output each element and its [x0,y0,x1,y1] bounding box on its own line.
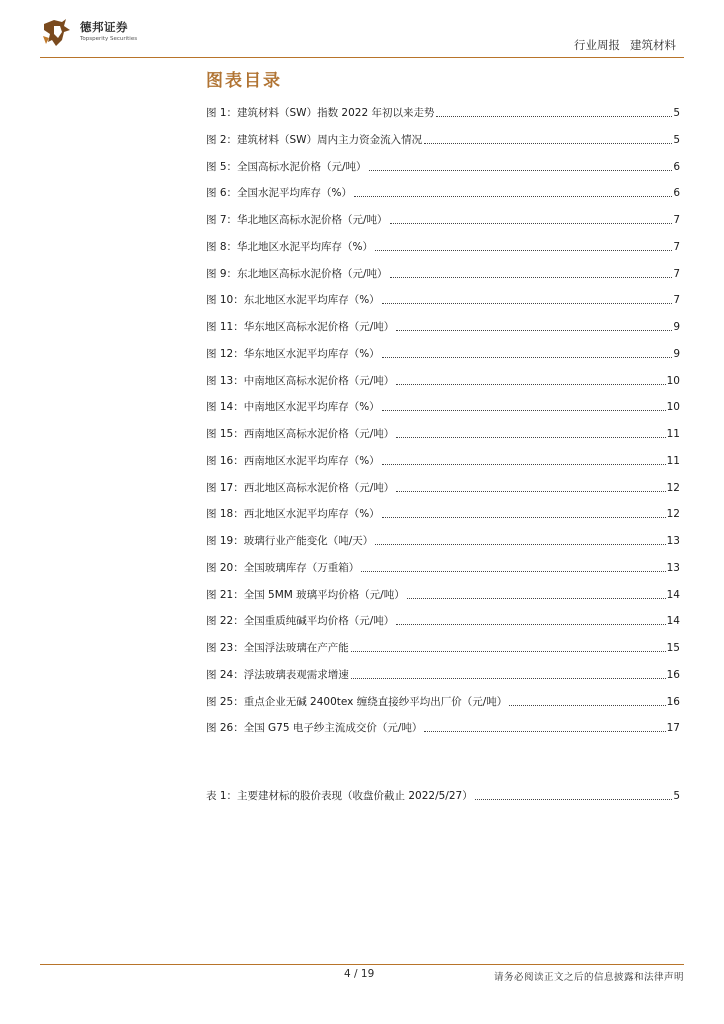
toc-entry[interactable] [206,693,680,709]
toc-entry[interactable] [206,265,680,281]
toc-entry-page: 11 [666,454,680,467]
toc-entry[interactable] [206,291,680,307]
toc-dot-leader [382,303,673,304]
toc-entry-label: 图 8：华北地区水泥平均库存（%） [206,240,373,253]
toc-dot-leader [382,357,673,358]
toc-entry-label: 图 12：华东地区水泥平均库存（%） [206,347,380,360]
toc-entry-label: 图 22：全国重质纯碱平均价格（元/吨） [206,615,395,628]
toc-entry-label: 图 2：建筑材料（SW）周内主力资金流入情况 [206,133,423,146]
toc-entry-label: 图 6：全国水泥平均库存（%） [206,187,352,200]
toc-entry-page: 16 [666,695,680,708]
toc-entry[interactable] [206,452,680,468]
toc-entry[interactable] [206,345,680,361]
toc-entry[interactable] [206,559,680,575]
toc-dot-leader [390,223,673,224]
page-header [0,0,724,60]
toc-entry-label: 图 26：全国 G75 电子纱主流成交价（元/吨） [206,722,423,735]
toc-entry-label: 图 11：华东地区高标水泥价格（元/吨） [206,321,395,333]
toc-entry[interactable] [206,505,680,521]
toc-entry-label: 图 25：重点企业无碱 2400tex 缠绕直接纱平均出厂价（元/吨） [206,695,508,708]
toc-title: 图表目录 [206,71,282,91]
toc-entry[interactable] [206,532,680,548]
toc-entry-page: 5 [673,790,680,802]
toc-entry[interactable] [206,184,680,200]
toc-entry-page: 12 [666,508,680,521]
toc-entry-label: 图 20：全国玻璃库存（万重箱） [206,561,360,574]
toc-entry-page: 6 [673,187,680,200]
legal-disclaimer: 请务必阅读正文之后的信息披露和法律声明 [493,972,684,983]
toc-entry-label: 图 15：西南地区高标水泥价格（元/吨） [206,428,395,440]
toc-entry-label: 图 21：全国 5MM 玻璃平均价格（元/吨） [206,588,405,601]
toc-dot-leader [509,705,665,706]
company-name-en: Topsperity Securities [80,36,138,42]
toc-dot-leader [475,799,673,800]
toc-entry-page: 7 [673,294,680,307]
toc-dot-leader [382,464,666,465]
toc-entry-page: 5 [673,107,680,119]
toc-entry-label: 图 19：玻璃行业产能变化（吨/天） [206,535,374,547]
company-name-cn: 德邦证券 [80,20,128,34]
toc-entry-label: 图 24：浮法玻璃表观需求增速 [206,668,349,681]
toc-entry[interactable] [206,238,680,254]
toc-entry-label: 表 1：主要建材标的股价表现（收盘价截止 2022/5/27） [206,790,473,802]
industry-name: 建筑材料 [630,38,676,52]
toc-entry[interactable] [206,398,680,414]
toc-entry-page: 9 [673,321,680,333]
toc-entry-page: 13 [666,535,680,547]
toc-entry[interactable] [206,158,680,174]
toc-entry[interactable] [206,425,680,441]
page-number: 4 / 19 [344,968,375,980]
logo-icon [40,16,74,50]
toc-entry[interactable] [206,586,680,602]
toc-entry-label: 图 13：中南地区高标水泥价格（元/吨） [206,374,395,387]
toc-entry-label: 图 18：西北地区水泥平均库存（%） [206,508,380,521]
footer-divider [40,964,684,965]
toc-dot-leader [375,544,665,545]
toc-dot-leader [396,624,665,625]
toc-entry[interactable] [206,719,680,735]
report-type: 行业周报 [574,38,620,52]
toc-entry-label: 图 9：东北地区高标水泥价格（元/吨） [206,267,388,280]
toc-entry-page: 14 [666,588,680,601]
toc-entry-label: 图 5：全国高标水泥价格（元/吨） [206,160,367,173]
toc-entry-page: 11 [666,428,680,440]
toc-entry-page: 12 [666,481,680,494]
toc-entry-page: 17 [666,722,680,735]
toc-entry-page: 5 [673,133,680,146]
header-divider [40,57,684,58]
toc-dot-leader [396,491,665,492]
toc-entry-label: 图 10：东北地区水泥平均库存（%） [206,294,380,307]
toc-dot-leader [396,330,672,331]
toc-entry[interactable] [206,666,680,682]
toc-dot-leader [424,731,665,732]
toc-dot-leader [351,651,666,652]
toc-entry-page: 16 [666,668,680,681]
toc-dot-leader [382,517,666,518]
toc-entry-page: 9 [673,347,680,360]
toc-entry-page: 7 [673,214,680,226]
toc-entry-page: 10 [666,401,680,414]
company-logo [40,16,140,50]
toc-dot-leader [396,437,665,438]
toc-entry-page: 7 [673,267,680,280]
toc-entry-page: 14 [666,615,680,628]
toc-dot-leader [354,196,672,197]
toc-dot-leader [390,277,673,278]
toc-entry-label: 图 7：华北地区高标水泥价格（元/吨） [206,214,388,226]
toc-entry-page: 10 [666,374,680,387]
toc-dot-leader [369,170,673,171]
toc-entry-label: 图 1：建筑材料（SW）指数 2022 年初以来走势 [206,107,435,119]
toc-entry[interactable] [206,131,680,147]
toc-entry[interactable] [206,787,680,803]
toc-dot-leader [396,384,665,385]
toc-dot-leader [361,571,665,572]
toc-entry[interactable] [206,372,680,388]
toc-entry[interactable] [206,612,680,628]
toc-dot-leader [351,678,666,679]
toc-entry[interactable] [206,639,680,655]
toc-entry-page: 6 [673,160,680,173]
toc-entry-label: 图 14：中南地区水泥平均库存（%） [206,401,380,414]
toc-entry[interactable] [206,479,680,495]
report-category [574,37,676,53]
toc-entry[interactable] [206,318,680,334]
toc-entry[interactable] [206,104,680,120]
toc-dot-leader [382,410,666,411]
toc-entry-label: 图 16：西南地区水泥平均库存（%） [206,454,380,467]
toc-dot-leader [424,143,672,144]
toc-entry-page: 15 [666,642,680,654]
toc-dot-leader [407,598,666,599]
toc-dot-leader [375,250,672,251]
toc-entry-label: 图 23：全国浮法玻璃在产产能 [206,642,349,654]
toc-entry-label: 图 17：西北地区高标水泥价格（元/吨） [206,481,395,494]
toc-entry-page: 13 [666,561,680,574]
toc-entry-page: 7 [673,240,680,253]
toc-dot-leader [436,116,672,117]
toc-entry[interactable] [206,211,680,227]
